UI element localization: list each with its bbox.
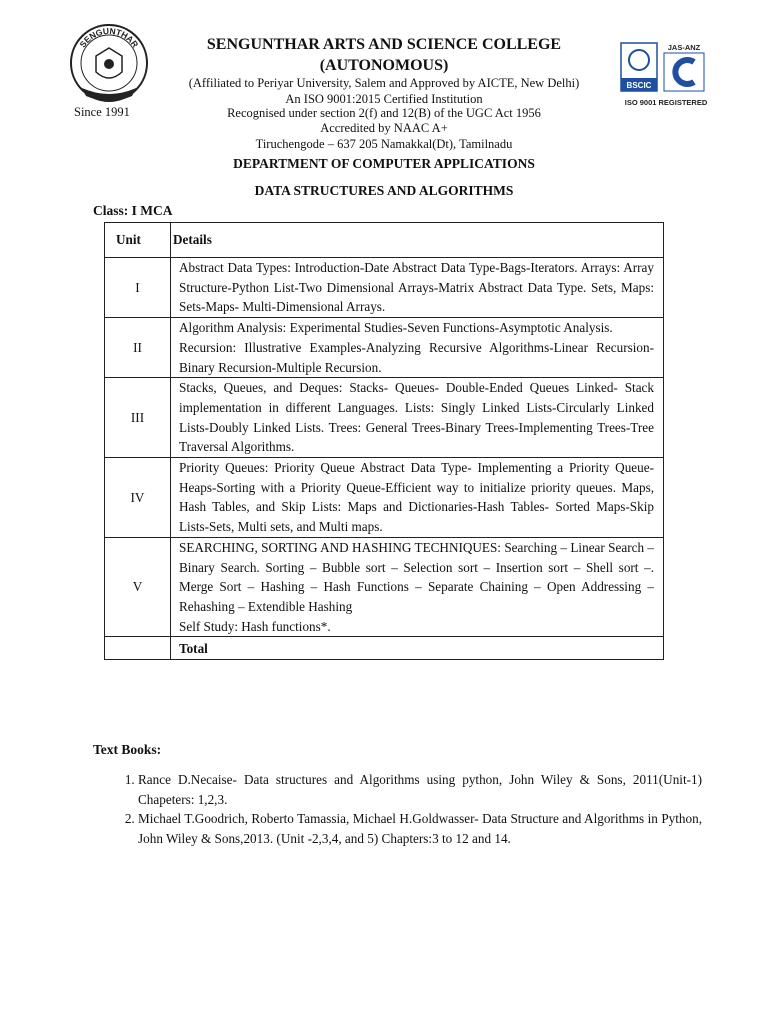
subject-title: DATA STRUCTURES AND ALGORITHMS: [254, 183, 514, 198]
table-row: [105, 258, 664, 318]
table-row: [105, 458, 664, 538]
unit-cell: II: [105, 318, 171, 378]
address-line: Tiruchengode – 637 205 Namakkal(Dt), Tamilnadu: [255, 137, 513, 151]
since-year: Since 1991: [74, 105, 130, 119]
details-cell: Stacks, Queues, and Deques: Stacks- Queues- Double-Ended Queues Linked- Stack implementation in different Languages. Lists: Singly Linked Lists-Circularly Linked Lists-Doubly Linked Lists. Trees: General Trees-Binary Trees-Implementing Trees-Tree Traversal Algorithms.: [171, 378, 664, 458]
college-name: SENGUNTHAR ARTS AND SCIENCE COLLEGE: [206, 36, 562, 53]
details-cell: [171, 318, 664, 378]
details-cell: [171, 537, 664, 637]
bscic-text: BSCIC: [626, 81, 652, 90]
details-text: SEARCHING, SORTING AND HASHING TECHNIQUES: Searching – Linear Search – Binary Search. Sorting – Bubble sort – Selection sort – Insertion sort – Shell sort –. Merge Sort – Hashing – Hash Functions – Separate Chaining – Open Addressing –Rehashing – Extendible Hashing: [179, 539, 654, 614]
unit-cell: III: [105, 378, 171, 458]
unit-header: Unit: [105, 223, 171, 258]
department-title: DEPARTMENT OF COMPUTER APPLICATIONS: [233, 156, 535, 171]
syllabus-table: [104, 222, 664, 660]
total-label: Total: [171, 637, 664, 660]
recognition-line: Recognised under section 2(f) and 12(B) of the UGC Act 1956: [227, 106, 541, 120]
self-study-text: Self Study: Hash functions*.: [179, 618, 331, 634]
affiliation-line: (Affiliated to Periyar University, Salem and Approved by AICTE, New Delhi): [188, 76, 580, 90]
total-unit-cell: [105, 637, 171, 660]
unit-cell: I: [105, 258, 171, 318]
text-books-title: Text Books:: [93, 742, 162, 757]
iso-line: An ISO 9001:2015 Certified Institution: [285, 92, 483, 106]
details-cell: Priority Queues: Priority Queue Abstract Data Type- Implementing a Priority Queue-Heaps-Sorting with a Priority Queue-Efficient way to initialize priority queues. Maps, Hash Tables, and Skip Lists: Maps and Dictionaries-Hash Tables- Sorted Maps-Skip Lists-Sets, Multi sets, and Multi maps.: [171, 458, 664, 538]
details-text: Recursion: Illustrative Examples-Analyzing Recursive Algorithms-Linear Recursion- Binary Recursion-Multiple Recursion.: [179, 339, 654, 375]
autonomous-label: (AUTONOMOUS): [319, 57, 449, 74]
iso-registered-text: ISO 9001 REGISTERED: [624, 98, 708, 107]
table-header-row: [105, 223, 664, 258]
unit-cell: V: [105, 537, 171, 637]
details-cell: Abstract Data Types: Introduction-Date Abstract Data Type-Bags-Iterators. Arrays: Array Structure-Python List-Two Dimensional Arrays-Matrix Abstract Data Type. Sets, Maps: Sets-Maps- Multi-Dimensional Arrays.: [171, 258, 664, 318]
jas-anz-text: JAS-ANZ: [667, 43, 701, 52]
unit-cell: IV: [105, 458, 171, 538]
list-item: 2. Michael T.Goodrich, Roberto Tamassia, Michael H.Goldwasser- Data Structure and Algorithms in Python, John Wiley & Sons,2013. (Unit -2,3,4, and 5) Chapters:3 to 12 and 14.: [138, 809, 702, 848]
class-label: Class: I MCA: [93, 203, 173, 218]
total-row: [105, 637, 664, 660]
text-books-list: [110, 770, 702, 848]
table-row: [105, 378, 664, 458]
table-row: [105, 318, 664, 378]
details-text: Algorithm Analysis: Experimental Studies-Seven Functions-Asymptotic Analysis.: [179, 320, 613, 336]
logo-text: SENGUNTHAR: [77, 25, 141, 50]
accreditation-line: Accredited by NAAC A+: [320, 121, 448, 135]
list-item: 1. Rance D.Necaise- Data structures and Algorithms using python, John Wiley & Sons, 2011(Unit-1) Chapeters: 1,2,3.: [138, 770, 702, 809]
table-row: [105, 537, 664, 637]
details-header: Details: [171, 223, 664, 258]
